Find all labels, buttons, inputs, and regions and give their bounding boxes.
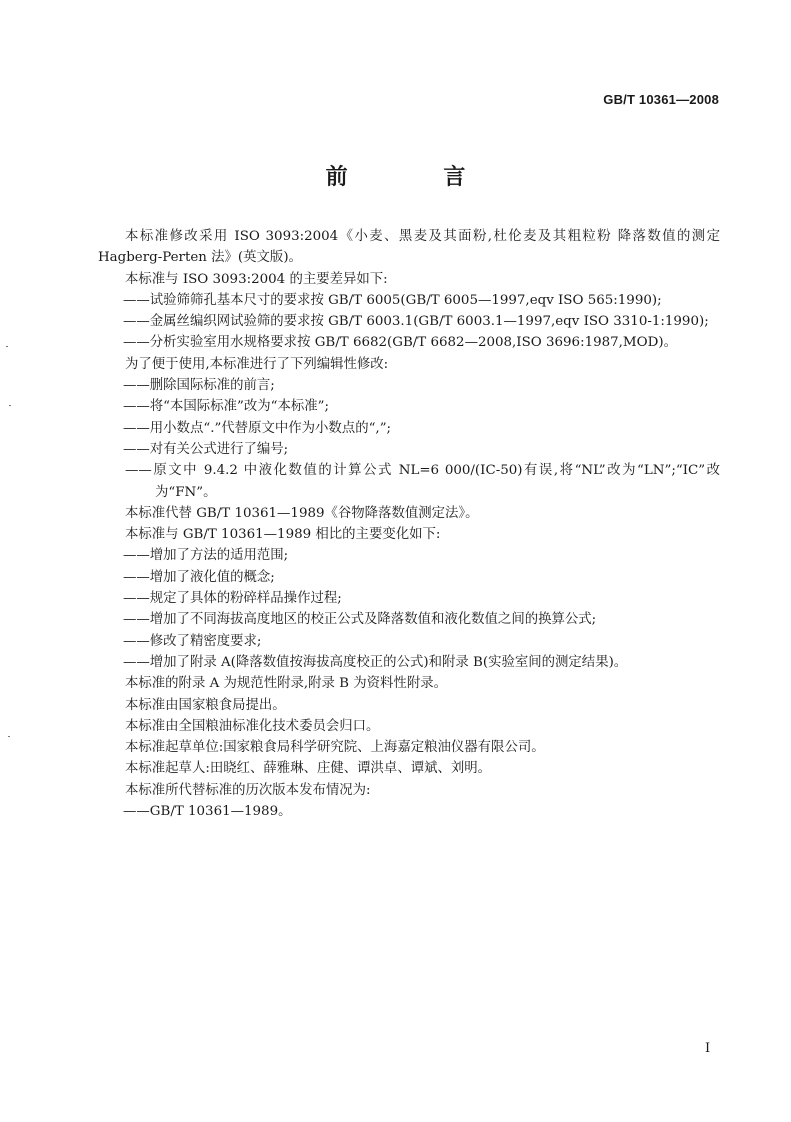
dash-list-item: ——删除国际标准的前言; [123,378,275,394]
paragraph: 本标准与 GB/T 10361—1989 相比的主要变化如下: [125,527,441,543]
foreword-body [98,226,720,822]
dash-list-item: ——GB/T 10361—1989。 [123,804,292,820]
dash-list-item: ——增加了附录 A(降落数值按海拔高度校正的公式)和附录 B(实验室间的测定结果)。 [123,654,628,670]
dash-list-item: ——试验筛筛孔基本尺寸的要求按 GB/T 6005(GB/T 6005—1997,eqv ISO 565:1990); [123,292,662,308]
paragraph: 为了便于使用,本标准进行了下列编辑性修改: [125,356,389,372]
scan-speck [8,736,10,737]
dash-list-item: ——增加了不同海拔高度地区的校正公式及降落数值和液化数值之间的换算公式; [123,612,597,628]
dash-list-item: ——金属丝编织网试验筛的要求按 GB/T 6003.1(GB/T 6003.1—1997,eqv ISO 3310-1:1990); [123,314,709,330]
paragraph: 本标准修改采用 ISO 3093:2004《小麦、黑麦及其面粉,杜伦麦及其粗粒粉 降落数值的测定 Hagberg-Perten 法》(英文版)。 [98,229,720,266]
page-title: 前 言 [325,164,510,190]
paragraph: 本标准所代替标准的历次版本发布情况为: [125,782,371,798]
paragraph: 本标准起草人:田晓红、薛雅琳、庄健、谭洪卓、谭斌、刘明。 [125,761,492,777]
page-number: I [705,1041,711,1056]
standard-number: GB/T 10361—2008 [603,92,719,107]
paragraph: 本标准起草单位:国家粮食局科学研究院、上海嘉定粮油仪器有限公司。 [125,740,545,756]
dash-list-item: ——增加了方法的适用范围; [123,548,289,564]
paragraph: 本标准与 ISO 3093:2004 的主要差异如下: [125,271,388,287]
paragraph: 本标准代替 GB/T 10361—1989《谷物降落数值测定法》。 [125,505,479,521]
dash-list-item: ——增加了液化值的概念; [123,569,275,585]
dash-list-item: ——将“本国际标准”改为“本标准”; [123,399,329,415]
scan-speck [6,346,8,347]
dash-list-item: ——对有关公式进行了编号; [123,441,289,457]
paragraph: 本标准由国家粮食局提出。 [125,697,286,713]
dash-list-item: ——修改了精密度要求; [123,633,262,649]
paragraph: 本标准的附录 A 为规范性附录,附录 B 为资料性附录。 [125,676,447,692]
dash-list-item: ——规定了具体的粉碎样品操作过程; [123,591,342,607]
dash-list-item: ——用小数点“.”代替原文中作为小数点的“,”; [123,420,392,436]
dash-list-item: ——分析实验室用水规格要求按 GB/T 6682(GB/T 6682—2008,ISO 3696:1987,MOD)。 [123,335,677,351]
scan-speck [9,405,11,406]
dash-list-item: ——原文中 9.4.2 中液化数值的计算公式 NL=6 000/(IC-50)有误,将“NL”改为“LN”;“IC”改为“FN”。 [125,463,720,500]
paragraph: 本标准由全国粮油标准化技术委员会归口。 [125,718,380,734]
